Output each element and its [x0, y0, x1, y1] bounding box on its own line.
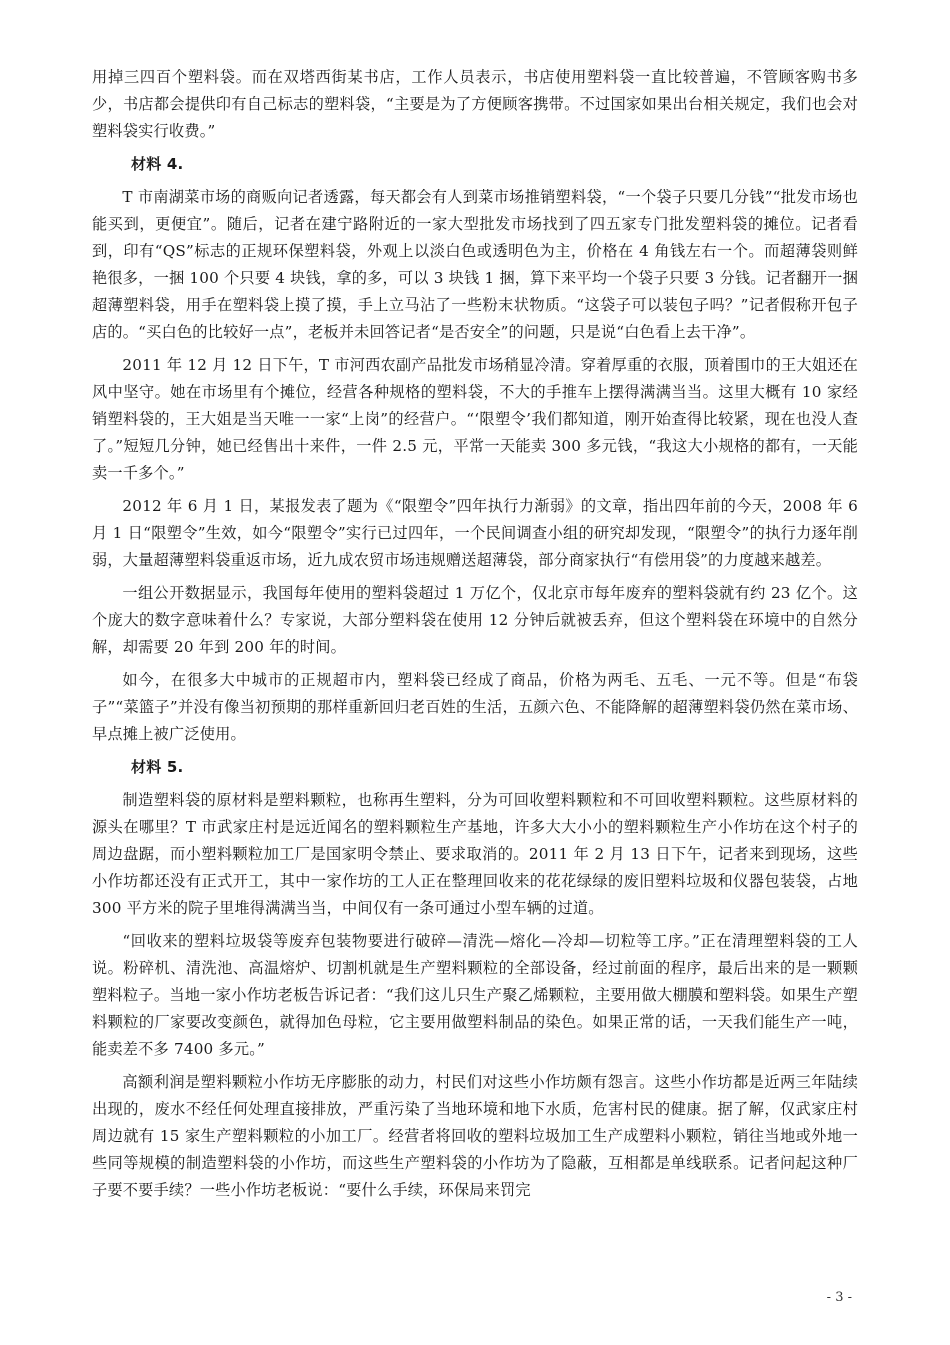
page-number: - 3 -: [826, 1290, 852, 1305]
paragraph-0: 用掉三四百个塑料袋。而在双塔西街某书店，工作人员表示，书店使用塑料袋一直比较普遍，不管顾客购书多少，书店都会提供印有自己标志的塑料袋，“主要是为了方便顾客携带。不过国家如果出台相关规定，我们也会对塑料袋实行收费。”: [92, 68, 858, 140]
section-heading-material-4: 材料 4.: [131, 155, 184, 173]
paragraph-8: 制造塑料袋的原材料是塑料颗粒，也称再生塑料，分为可回收塑料颗粒和不可回收塑料颗粒。这些原材料的源头在哪里？T 市武家庄村是远近闻名的塑料颗粒生产基地，许多大大小小的塑料颗粒生产小作坊在这个村子的周边盘踞，而小塑料颗粒加工厂是国家明令禁止、要求取消的。2011 年 2 月 13 日下午，记者来到现场，这些小作坊都还没有正式开工，其中一家作坊的工人正在整理回收来的花花绿绿的废旧塑料垃圾和仪器包装袋，占地 300 平方米的院子里堆得满满当当，中间仅有一条可通过小型车辆的过道。: [92, 791, 858, 917]
paragraph-4: 2012 年 6 月 1 日，某报发表了题为《“限塑令”四年执行力渐弱》的文章，指出四年前的今天，2008 年 6 月 1 日“限塑令”生效，如今“限塑令”实行已过四年，一个民间调查小组的研究却发现，“限塑令”的执行力逐年削弱，大量超薄塑料袋重返市场，近九成农贸市场违规赠送超薄袋，部分商家执行“有偿用袋”的力度越来越差。: [92, 497, 858, 569]
paragraph-6: 如今，在很多大中城市的正规超市内，塑料袋已经成了商品，价格为两毛、五毛、一元不等。但是“布袋子”“菜篮子”并没有像当初预期的那样重新回归老百姓的生活，五颜六色、不能降解的超薄塑料袋仍然在菜市场、早点摊上被广泛使用。: [92, 671, 858, 743]
paragraph-9: “回收来的塑料垃圾袋等废弃包装物要进行破碎—清洗—熔化—冷却—切粒等工序。”正在清理塑料袋的工人说。粉碎机、清洗池、高温熔炉、切割机就是生产塑料颗粒的全部设备，经过前面的程序，最后出来的是一颗颗塑料粒子。当地一家小作坊老板告诉记者：“我们这儿只生产聚乙烯颗粒，主要用做大棚膜和塑料袋。如果生产塑料颗粒的厂家要改变颜色，就得加色母粒，它主要用做塑料制品的染色。如果正常的话，一天我们能生产一吨，能卖差不多 7400 多元。”: [92, 932, 858, 1058]
section-heading-material-5: 材料 5.: [131, 758, 184, 776]
paragraph-3: 2011 年 12 月 12 日下午，T 市河西农副产品批发市场稍显冷清。穿着厚重的衣服，顶着围巾的王大姐还在风中坚守。她在市场里有个摊位，经营各种规格的塑料袋，不大的手推车上摆得满满当当。这里大概有 10 家经销塑料袋的，王大姐是当天唯一一家“上岗”的经营户。“‘限塑令’我们都知道，刚开始查得比较紧，现在也没人查了。”短短几分钟，她已经售出十来件，一件 2.5 元，平常一天能卖 300 多元钱，“我这大小规格的都有，一天能卖一千多个。”: [92, 356, 858, 482]
document-body: [92, 64, 858, 1210]
paragraph-5: 一组公开数据显示，我国每年使用的塑料袋超过 1 万亿个，仅北京市每年废弃的塑料袋就有约 23 亿个。这个庞大的数字意味着什么？专家说，大部分塑料袋在使用 12 分钟后就被丢弃，但这个塑料袋在环境中的自然分解，却需要 20 年到 200 年的时间。: [92, 584, 858, 656]
paragraph-2: T 市南湖菜市场的商贩向记者透露，每天都会有人到菜市场推销塑料袋，“一个袋子只要几分钱”“批发市场也能买到，更便宜”。随后，记者在建宁路附近的一家大型批发市场找到了四五家专门批发塑料袋的摊位。记者看到，印有“QS”标志的正规环保塑料袋，外观上以淡白色或透明色为主，价格在 4 角钱左右一个。而超薄袋则鲜艳很多，一捆 100 个只要 4 块钱，拿的多，可以 3 块钱 1 捆，算下来平均一个袋子只要 3 分钱。记者翻开一捆超薄塑料袋，用手在塑料袋上摸了摸，手上立马沾了一些粉末状物质。“这袋子可以装包子吗？”记者假称开包子店的。“买白色的比较好一点”，老板并未回答记者“是否安全”的问题，只是说“白色看上去干净”。: [92, 188, 858, 341]
paragraph-10: 高额利润是塑料颗粒小作坊无序膨胀的动力，村民们对这些小作坊颇有怨言。这些小作坊都是近两三年陆续出现的，废水不经任何处理直接排放，严重污染了当地环境和地下水质，危害村民的健康。据了解，仅武家庄村周边就有 15 家生产塑料颗粒的小加工厂。经营者将回收的塑料垃圾加工生产成塑料小颗粒，销往当地或外地一些同等规模的制造塑料袋的小作坊，而这些生产塑料袋的小作坊为了隐蔽，互相都是单线联系。记者问起这种厂子要不要手续？一些小作坊老板说：“要什么手续，环保局来罚完: [92, 1073, 858, 1199]
